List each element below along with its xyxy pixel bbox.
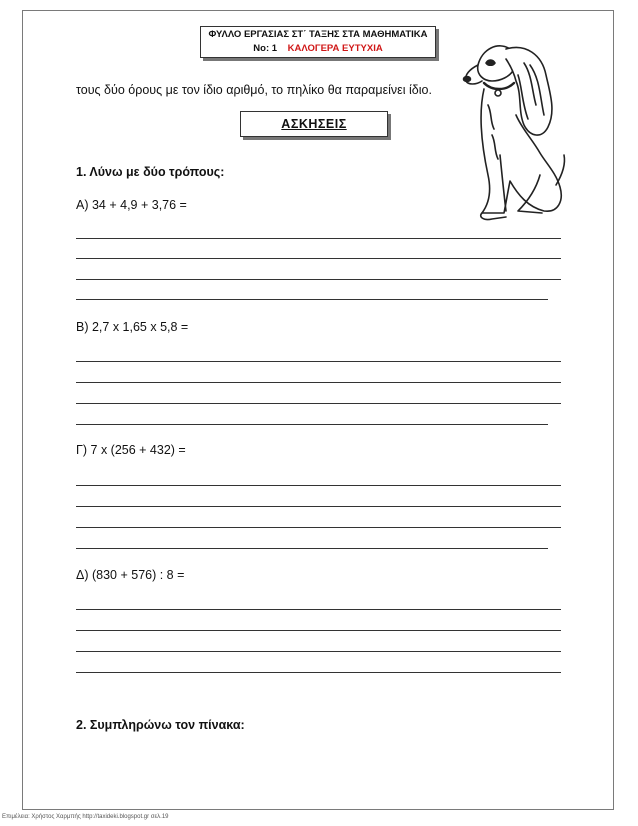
- cartoon-dog-icon: [448, 35, 568, 225]
- worksheet-number: Νο: 1: [253, 43, 278, 54]
- answer-line[interactable]: [76, 485, 561, 486]
- answer-line[interactable]: [76, 279, 561, 280]
- answer-line[interactable]: [76, 403, 561, 404]
- worksheet-meta: [201, 42, 435, 56]
- answer-line[interactable]: [76, 609, 561, 610]
- answer-line[interactable]: [76, 361, 561, 362]
- question-2-title: 2. Συμπληρώνω τον πίνακα:: [76, 718, 245, 732]
- exercises-heading-box: [240, 111, 388, 137]
- answer-line[interactable]: [76, 548, 548, 549]
- exercises-heading: ΑΣΚΗΣΕΙΣ: [281, 117, 347, 131]
- intro-text: τους δύο όρους με τον ίδιο αριθμό, το πηλίκο θα παραμείνει ίδιο.: [76, 83, 432, 97]
- answer-line[interactable]: [76, 382, 561, 383]
- worksheet-header: [200, 26, 436, 58]
- answer-line[interactable]: [76, 672, 561, 673]
- footer-credit: Επιμέλεια: Χρήστος Χαρμπής http://taxideki.blogspot.gr σελ.19: [2, 814, 169, 820]
- answer-line[interactable]: [76, 651, 561, 652]
- answer-line[interactable]: [76, 506, 561, 507]
- question-1-title: 1. Λύνω με δύο τρόπους:: [76, 165, 225, 179]
- problem-c: Γ) 7 x (256 + 432) =: [76, 443, 186, 457]
- problem-d: Δ) (830 + 576) : 8 =: [76, 568, 185, 582]
- answer-line[interactable]: [76, 238, 561, 239]
- worksheet-author: ΚΑΛΟΓΕΡΑ ΕΥΤΥΧΙΑ: [287, 43, 383, 54]
- answer-line[interactable]: [76, 299, 548, 300]
- problem-b: Β) 2,7 x 1,65 x 5,8 =: [76, 320, 189, 334]
- answer-line[interactable]: [76, 527, 561, 528]
- worksheet-title: ΦΥΛΛΟ ΕΡΓΑΣΙΑΣ ΣΤ΄ ΤΑΞΗΣ ΣΤΑ ΜΑΘΗΜΑΤΙΚΑ: [208, 29, 428, 40]
- answer-line[interactable]: [76, 258, 561, 259]
- problem-a: Α) 34 + 4,9 + 3,76 =: [76, 198, 187, 212]
- answer-line[interactable]: [76, 630, 561, 631]
- answer-line[interactable]: [76, 424, 548, 425]
